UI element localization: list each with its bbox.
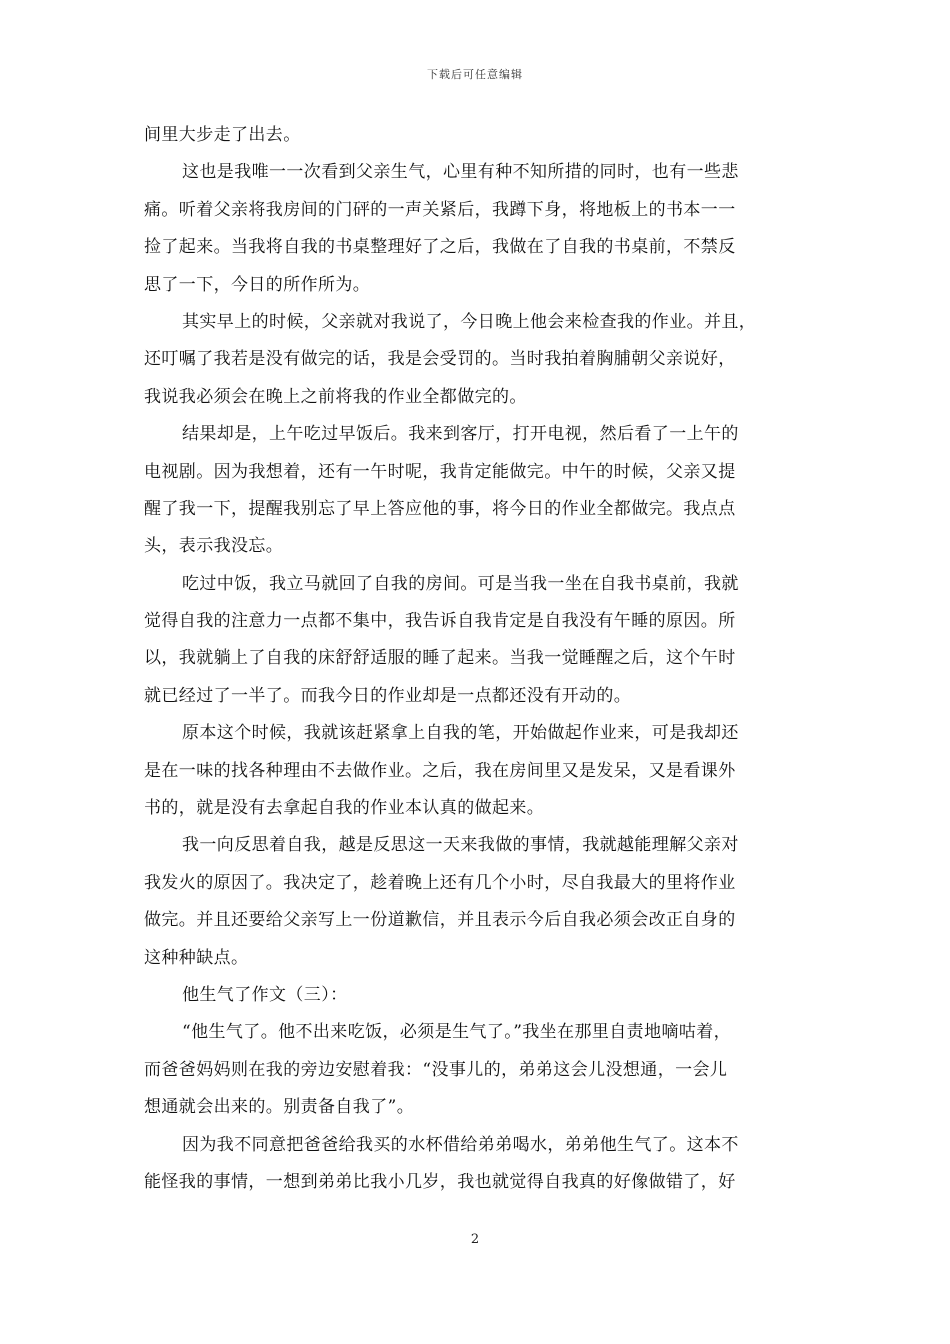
text-line: 这种种缺点。 <box>144 947 249 968</box>
text-line: 捡了起来。当我将自我的书桌整理好了之后，我做在了自我的书桌前，不禁反 <box>144 237 736 258</box>
document-body <box>144 117 806 1201</box>
text-line: 头，表示我没忘。 <box>144 536 284 557</box>
text-line: 其实早上的时候，父亲就对我说了，今日晚上他会来检查我的作业。并且， <box>182 311 757 332</box>
text-line: 书的，就是没有去拿起自我的作业本认真的做起来。 <box>144 798 545 819</box>
text-line: 是在一味的找各种理由不去做作业。之后，我在房间里又是发呆，又是看课外 <box>144 760 736 781</box>
text-line: 我一向反思着自我，越是反思这一天来我做的事情，我就越能理解父亲对 <box>182 835 739 856</box>
text-line: 间里大步走了出去。 <box>144 125 301 145</box>
text-line: 我发火的原因了。我决定了，趁着晚上还有几个小时，尽自我最大的里将作业 <box>144 872 736 893</box>
text-line: 醒了我一下，提醒我别忘了早上答应他的事，将今日的作业全都做完。我点点 <box>144 498 736 519</box>
page-header: 下载后可任意编辑 <box>427 68 523 81</box>
text-line: 我说我必须会在晚上之前将我的作业全都做完的。 <box>144 386 527 407</box>
text-line: 他生气了作文（三）： <box>182 984 348 1005</box>
text-line: 而爸爸妈妈则在我的旁边安慰着我：“没事儿的，弟弟这会儿没想通，一会儿 <box>144 1059 728 1080</box>
text-line: 结果却是，上午吃过早饭后。我来到客厅，打开电视，然后看了一上午的 <box>182 424 739 445</box>
text-line: 想通就会出来的。别责备自我了”。 <box>144 1097 415 1118</box>
text-line: 就已经过了一半了。而我今日的作业却是一点都还没有开动的。 <box>144 685 632 706</box>
text-line: 还叮嘱了我若是没有做完的话，我是会受罚的。当时我拍着胸脯朝父亲说好， <box>144 349 736 370</box>
text-line: 吃过中饭，我立马就回了自我的房间。可是当我一坐在自我书桌前，我就 <box>182 573 739 594</box>
text-line: 觉得自我的注意力一点都不集中，我告诉自我肯定是自我没有午睡的原因。所 <box>144 611 736 632</box>
text-line: 原本这个时候，我就该赶紧拿上自我的笔，开始做起作业来，可是我却还 <box>182 723 739 744</box>
text-line: 做完。并且还要给父亲写上一份道歉信，并且表示今后自我必须会改正自身的 <box>144 910 736 931</box>
text-line: 痛。听着父亲将我房间的门砰的一声关紧后，我蹲下身，将地板上的书本一一 <box>144 199 736 220</box>
text-line: 这也是我唯一一次看到父亲生气，心里有种不知所措的同时，也有一些悲 <box>182 162 739 183</box>
text-line: 因为我不同意把爸爸给我买的水杯借给弟弟喝水，弟弟他生气了。这本不 <box>182 1134 739 1155</box>
text-line: 以，我就躺上了自我的床舒舒适服的睡了起来。当我一觉睡醒之后，这个午时 <box>144 648 736 669</box>
page-number: 2 <box>470 1232 480 1247</box>
text-line: 能怪我的事情，一想到弟弟比我小几岁，我也就觉得自我真的好像做错了，好 <box>144 1171 736 1192</box>
text-line: “他生气了。他不出来吃饭，必须是生气了。”我坐在那里自责地嘀咕着， <box>182 1022 732 1043</box>
text-line: 电视剧。因为我想着，还有一午时呢，我肯定能做完。中午的时候，父亲又提 <box>144 461 736 482</box>
text-line: 思了一下，今日的所作所为。 <box>144 274 371 295</box>
